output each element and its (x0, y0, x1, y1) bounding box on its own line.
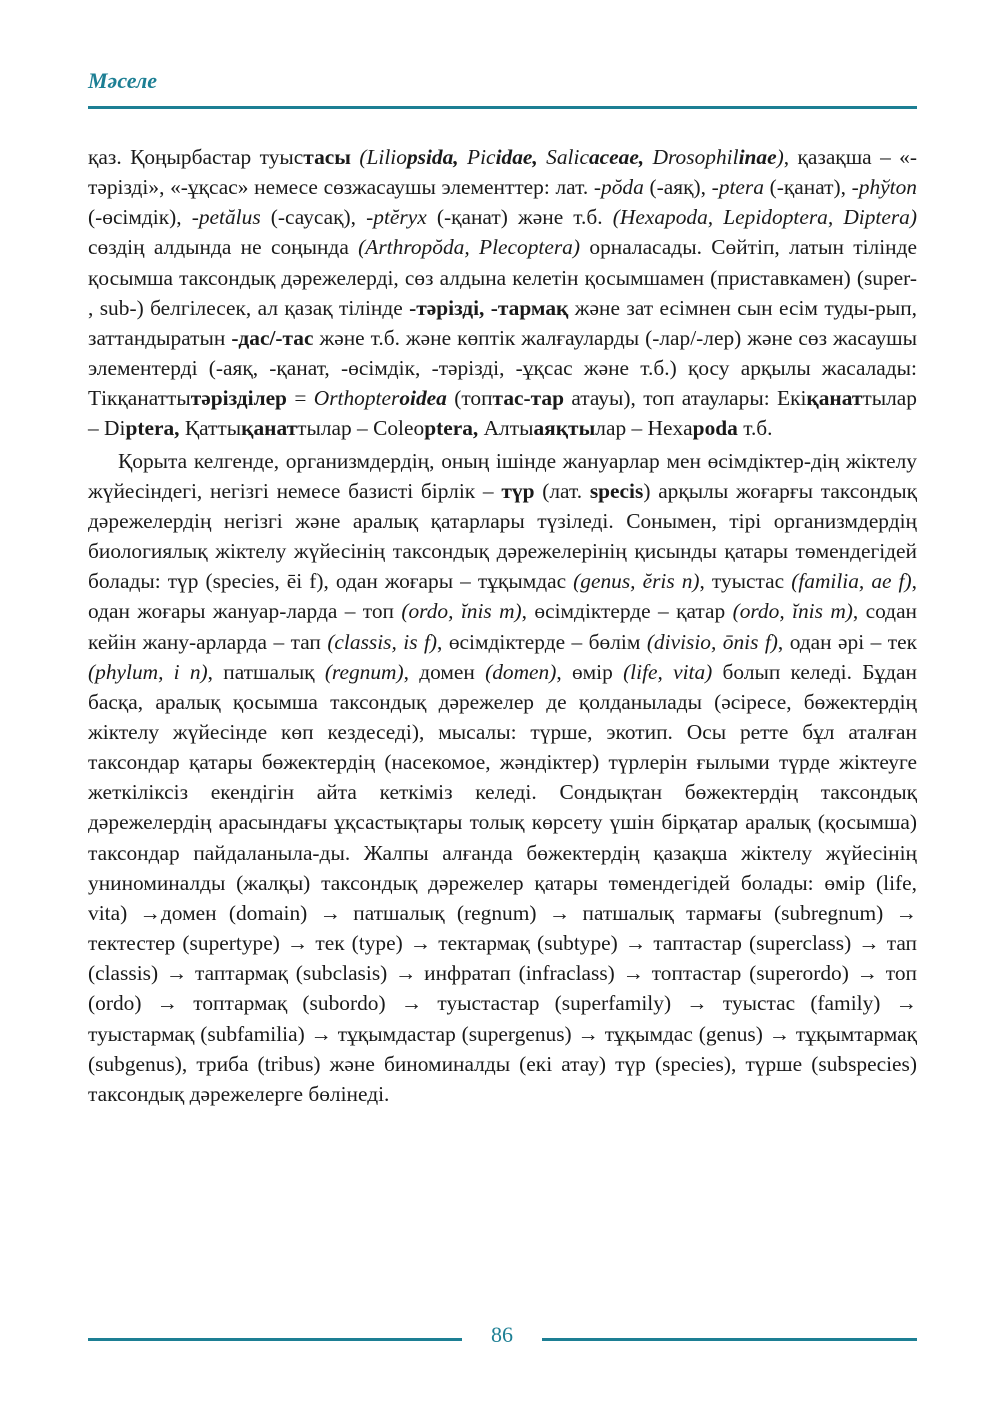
text-run: (-саусақ), (260, 205, 367, 230)
text-run: -дас/-тас (231, 325, 314, 350)
running-header-title: Мәселе (88, 68, 158, 93)
text-run: және т.б. және көптік жалғауларды (-лар/-лер) және сөз жасаушы элементерді (-аяқ, -қанат, -өсімдік, -тәрізді, -ұқсас және т.б.) қосу арқылы жасалады: Тікқанатты (88, 325, 917, 411)
text-run: (domen) (485, 659, 557, 684)
text-run: -ptera (711, 175, 764, 200)
footer-rule-right (542, 1338, 917, 1341)
text-run: (-аяқ), (643, 175, 712, 200)
text-run: (life, vita) (623, 659, 713, 684)
text-run: (Arthropŏda, Plecoptera) (358, 235, 581, 260)
text-run: (Hexapoda, Lepidoptera, Diptera) (612, 205, 917, 230)
text-run: тасы (303, 145, 351, 169)
text-run: , туыстас (699, 569, 792, 594)
text-run: (Lilio (359, 145, 407, 169)
text-run: (-қанат), (763, 175, 852, 200)
text-run: Salic (537, 145, 589, 169)
text-run: Алты (478, 416, 534, 441)
text-run: Pic (458, 145, 496, 169)
text-run: , одан жоғары жануар-ларда – топ (88, 569, 917, 624)
text-run: атауы), топ атаулары: Екі (564, 386, 807, 411)
text-run: ) (776, 145, 784, 169)
paragraph (88, 142, 917, 444)
text-run: Қатты (179, 416, 242, 441)
text-run: , өмір (556, 659, 624, 684)
text-run: (familia, ae f) (791, 569, 912, 594)
text-run: сөздің алдында не соңында (88, 235, 359, 260)
text-run: тас-тар (492, 386, 564, 411)
text-run: қанат (806, 386, 863, 411)
text-run: (топ (446, 386, 493, 411)
text-run: -petălus (191, 205, 261, 230)
text-run: түр (501, 478, 535, 503)
text-run: poda (692, 416, 738, 441)
text-run: (regnum) (324, 659, 404, 684)
text-run: қаз. Қоңырбастар туыс (88, 145, 304, 169)
text-run: specis (589, 478, 644, 503)
text-run: (лат. (534, 478, 590, 503)
text-run: болып келеді. Бұдан басқа, аралық қосымша таксондық дәрежелер де қолданылады (әсіресе, бөжектердің жіктелу жүйесінде көп кездеседі), мысалы: түрше, экотип. Осы ретте бұл аталған таксондар қатары бөжектердің (насекомое, жәндіктер) түрлерін ғылыми түрде жіктеуге жеткіліксіз екендігін айта кеткіміз келеді. Сондықтан бөжектердің таксондық дәрежелердің арасындағы ұқсастықтары толық көрсету үшін бірқатар аралық (қосымша) таксондар пайдаланыла-ды. Жалпы алғанда бөжектердің қазақша жіктелу жүйесінің униноминалды (жалқы) таксондық дәрежелер қатары төмендегідей болады: өмір (life, vita) →домен (domain) → патшалық (regnum) → патшалық тармағы (subregnum) → тектестер (supertype) → тек (type) → тектармақ (subtype) → таптастар (superclass) → тап (classis) → таптармақ (subclasis) → инфратап (infraclass) → топтастар (superordo) → топ (ordo) → топтармақ (subordo) → туыстастар (superfamily) → туыстас (family) → туыстармақ (subfamilia) → тұқымдастар (supergenus) → тұқымдас (genus) → тұқымтармақ (subgenus), триба (tribus) және биноминалды (екі атау) түр (species), түрше (subspecies) таксондық дәрежелерге бөлінеді. (88, 659, 917, 1106)
page-number: 86 (491, 1322, 513, 1347)
text-run: тылар – Di (88, 386, 917, 441)
text-run: -тәрізді, -тармақ (409, 295, 569, 320)
text-run: aceae, (588, 145, 645, 169)
text-run: , қазақша – «-тәрізді», «-ұқсас» немесе сөзжасаушы элементтер: лат. (88, 145, 918, 200)
text-run: , өсімдіктерде – бөлім (437, 629, 647, 654)
text-run: psida, (406, 145, 459, 169)
text-run: oidea (399, 386, 447, 411)
text-run: ptera, (125, 416, 180, 441)
text-run: лар – Нexa (595, 416, 693, 441)
text-run: Қорыта келгенде, организмдердің, оның ішінде жануарлар мен өсімдіктер-дің жіктелу жүйесіндегі, негізгі немесе базисті бірлік – (88, 448, 917, 503)
text-run: аяқты (533, 416, 596, 441)
footer-rule-left (88, 1338, 462, 1341)
text-run: (-өсімдік), (88, 205, 192, 230)
text-run: , өсімдіктерде – қатар (521, 599, 733, 624)
text-run: -phўton (851, 175, 917, 200)
text-run: -pŏda (593, 175, 644, 200)
text-run: қанат (241, 416, 298, 441)
text-run: Orthopter (313, 386, 400, 411)
text-run: , домен (403, 659, 486, 684)
text-run: , одан әрі – тек (777, 629, 917, 654)
text-run: (phylum, i n) (88, 659, 208, 684)
text-run: (genus, ĕris n) (573, 569, 700, 594)
text-run: (ordo, ĭnis m) (401, 599, 522, 624)
text-run: = (286, 386, 314, 411)
text-run: және зат есімнен сын есім туды-рып, заттандыратын (88, 295, 917, 350)
text-run: Drosophil (644, 145, 739, 169)
text-run: , патшалық (207, 659, 325, 684)
text-run: (divisio, ōnis f) (646, 629, 778, 654)
text-run: т.б. (737, 416, 773, 441)
text-run: ) арқылы жоғарғы таксондық дәрежелердің негізгі және аралық қатарлары түзіледі. Сонымен, тірі организмдердің биологиялық жіктелу жүйесінің таксондық дәрежелерінің қисынды қатары төмендегідей болады: түр (species, ēi f), одан жоғары – тұқымдас (88, 478, 917, 594)
text-run: орналасады. Сөйтіп, латын тілінде қосымша таксондық дәрежелерді, сөз алдына келетін қосымшамен (приставкамен) (super- , sub-) белгілесек, ал қазақ тілінде (88, 235, 917, 320)
body-text (88, 142, 917, 1109)
text-run: inae (738, 145, 777, 169)
text-run: ptera, (424, 416, 479, 441)
header-rule (88, 106, 917, 109)
text-run: (-қанат) және т.б. (426, 205, 613, 230)
text-run: -ptĕryx (366, 205, 427, 230)
text-run: (ordo, ĭnis m) (732, 599, 853, 624)
text-run: тәрізділер (190, 386, 287, 411)
text-run: (classis, is f) (327, 629, 438, 654)
text-run: тылар – Coleo (297, 416, 425, 441)
text-run: , содан кейін жану-арларда – тап (88, 599, 918, 654)
paragraph (88, 446, 917, 1109)
text-run: idae, (495, 145, 538, 169)
